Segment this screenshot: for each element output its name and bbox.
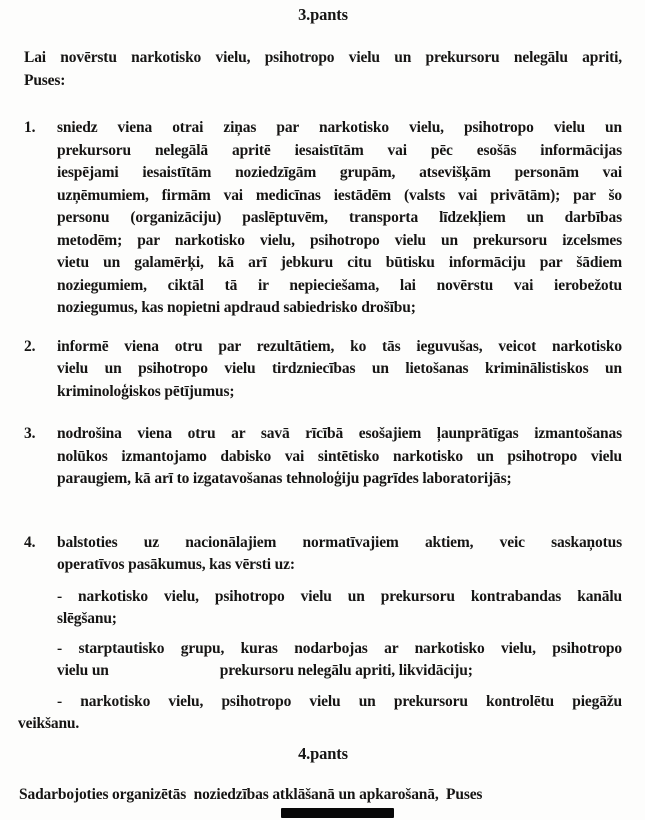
subitem-line [57, 660, 622, 683]
intro-line: Puses: [24, 71, 66, 89]
article-3-heading: 3.pants [298, 5, 348, 24]
item-line: personu (organizāciju) paslēptuvēm, transporta līdzekļiem un darbības [57, 209, 622, 226]
item-number: 4. [24, 533, 36, 551]
scan-artifact-bar [281, 808, 394, 818]
item-line: informē viena otru par rezultātiem, ko tās ieguvušas, veicot narkotisko [57, 337, 622, 355]
subitem-line-part: prekursoru nelegālu apriti, likvidāciju; [219, 662, 473, 679]
list-item-1 [24, 117, 622, 320]
subitem-line: - narkotisko vielu, psihotropo vielu un prekursoru kontrabandas kanālu [57, 587, 622, 605]
subitem-line: - starptautisko grupu, kuras nodarbojas ar narkotisko vielu, psihotropo [57, 639, 622, 657]
subitem-line-part: vielu un [57, 662, 109, 679]
item-line: vielu un psihotropo vielu tirdzniecības un lietošanas kriminālistiskos un [57, 360, 622, 377]
item-body [57, 336, 622, 404]
list-item-3 [24, 423, 622, 491]
item-line: paraugiem, kā arī to izgatavošanas tehnoloģiju pagrīdes laboratorijās; [57, 470, 512, 487]
item-line: iespējami iesaistītām noziedzīgām grupām, atsevišķām personām vai [57, 164, 622, 181]
article-4-heading: 4.pants [298, 743, 348, 763]
dash-subitem-1 [57, 586, 622, 631]
item-body [57, 117, 622, 320]
article-3-intro [24, 47, 622, 92]
item-line: noziegumiem, ciktāl tā ir nepieciešama, lai novērstu vai ierobežotu [57, 276, 622, 294]
item-line: metodēm; par narkotisko vielu, psihotropo vielu un prekursoru izcelsmes [57, 231, 622, 249]
item-number: 1. [24, 119, 36, 136]
item-line: nodrošina viena otru ar savā rīcībā esošajiem ļaunprātīgas izmantošanas [57, 425, 622, 442]
dash-subitem-3 [18, 691, 622, 736]
item-line: noziegumus, kas nopietni apdraud sabiedrisko drošību; [57, 299, 416, 316]
item-line: uzņēmumiem, firmām vai medicīnas iestādēm (valsts vai privātām); par šo [57, 186, 622, 204]
item-body [57, 532, 622, 577]
subitem-line: veikšanu. [18, 715, 80, 732]
item-line: operatīvos pasākumus, kas vērsti uz: [57, 556, 295, 573]
item-number: 3. [24, 425, 36, 442]
dash-subitem-2 [57, 638, 622, 683]
subitem-line: - narkotisko vielu, psihotropo vielu un prekursoru kontrolētu piegāžu [57, 692, 622, 710]
item-line: nolūkos izmantojamo dabisko vai sintētisko narkotisko un psihotropo vielu [57, 447, 622, 465]
item-line: kriminoloģiskos pētījumus; [57, 382, 235, 400]
item-line: sniedz viena otrai ziņas par narkotisko vielu, psihotropo vielu un [57, 119, 622, 136]
intro-line: Lai novērstu narkotisko vielu, psihotropo vielu un prekursoru nelegālu apriti, [24, 49, 622, 66]
list-item-2 [24, 336, 622, 404]
item-line: balstoties uz nacionālajiem normatīvajiem aktiem, veic saskaņotus [57, 533, 622, 551]
item-line: vietu un galamērķi, kā arī jebkuru citu būtisku informāciju par šādiem [57, 254, 622, 271]
item-line: prekursoru nelegālā apritē iesaistītām vai pēc esošās informācijas [57, 141, 622, 159]
article-4-intro-line: Sadarbojoties organizētās noziedzības atklāšanā un apkarošanā, Puses [19, 785, 483, 803]
item-number: 2. [24, 337, 36, 355]
item-body [57, 423, 622, 491]
list-item-4 [24, 532, 622, 577]
subitem-line: slēgšanu; [57, 610, 117, 627]
